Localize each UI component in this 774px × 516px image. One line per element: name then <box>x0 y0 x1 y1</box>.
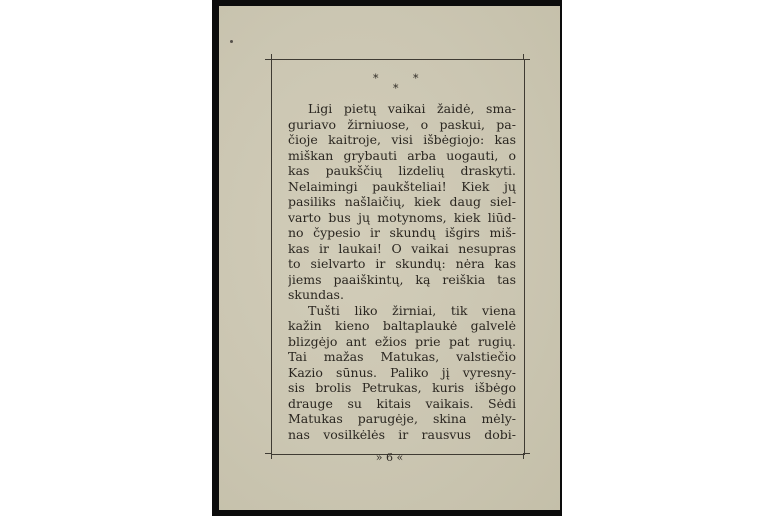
text-line: varto bus jų motynoms, kiek liūd- <box>288 209 516 225</box>
ornament-star: * <box>373 72 379 85</box>
text-line: jiems paaiškintų, ką reiškia tas <box>288 271 516 287</box>
section-ornament <box>369 72 429 94</box>
text-line: čioje kaitroje, visi išbėgiojo: kas <box>288 132 516 147</box>
page-speck <box>230 40 233 43</box>
text-line: Kazio sūnus. Paliko jį vyresny- <box>288 364 516 380</box>
ornament-star: * <box>413 72 419 85</box>
text-line: to sielvarto ir skundų: nėra kas <box>288 256 516 271</box>
text-line: Matukas parugėje, skina mėly- <box>288 411 516 426</box>
text-line: Tušti liko žirniai, tik viena <box>308 302 516 318</box>
text-line: sis brolis Petrukas, kuris išbėgo <box>288 380 516 395</box>
text-line: kažin kieno baltaplaukė galvelė <box>288 318 516 333</box>
text-line: no čypesio ir skundų išgirs miš- <box>288 225 516 240</box>
text-line: Nelaimingi paukšteliai! Kiek jų <box>288 178 516 194</box>
text-line: Ligi pietų vaikai žaidė, sma- <box>308 101 516 116</box>
text-line: guriavo žirniuose, o paskui, pa- <box>288 116 516 132</box>
page-number: » 6 « <box>375 451 404 464</box>
text-line: Tai mažas Matukas, valstiečio <box>288 349 516 364</box>
text-line: miškan grybauti arba uogauti, o <box>288 147 516 163</box>
text-line: pasiliks našlaičių, kiek daug siel- <box>288 194 516 209</box>
text-line: kas paukščių lizdelių draskyti. <box>288 163 516 178</box>
frame-corner-mark <box>271 54 272 60</box>
body-text <box>288 101 516 442</box>
text-line: drauge su kitais vaikais. Sėdi <box>288 395 516 411</box>
text-line: blizgėjo ant ežios prie pat rugių. <box>288 333 516 349</box>
text-line: kas ir laukai! O vaikai nesupras <box>288 240 516 256</box>
text-line: nas vosilkėlės ir rausvus dobi- <box>288 426 516 442</box>
text-line: skundas. <box>288 287 344 302</box>
frame-corner-mark <box>523 54 524 60</box>
frame-corner-mark <box>524 59 530 60</box>
ornament-star: * <box>393 82 399 95</box>
